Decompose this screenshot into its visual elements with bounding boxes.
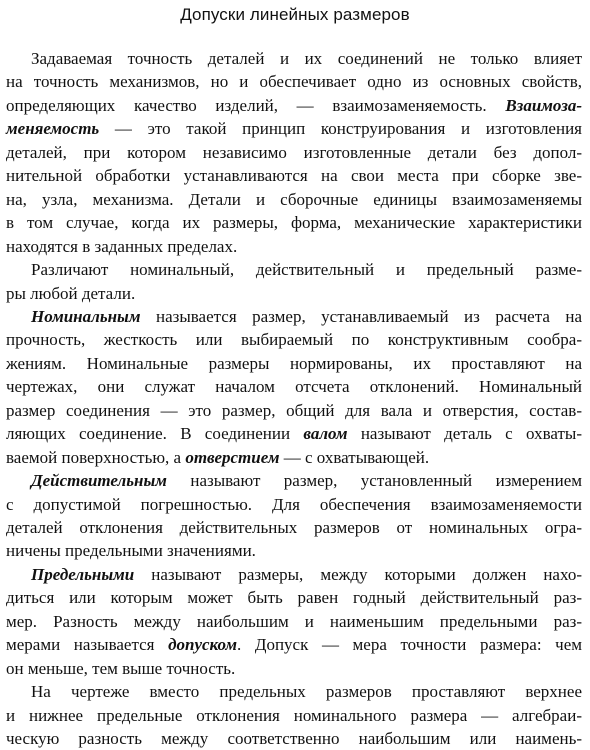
text-segment: называют размеры, между которыми должен нахо- xyxy=(134,564,582,584)
term-emphasis: Действительным xyxy=(31,471,167,491)
text-segment: и нижнее предельные отклонения номинального размера — алгебраи- xyxy=(6,705,582,725)
text-line xyxy=(6,704,582,727)
text-line xyxy=(31,469,582,492)
text-line xyxy=(6,657,582,680)
text-segment: — это такой принцип конструирования и изготовления xyxy=(99,119,582,139)
text-line xyxy=(6,375,582,398)
text-line xyxy=(6,633,582,656)
page-heading: Допуски линейных размеров xyxy=(180,5,410,24)
text-segment: он меньше, тем выше точность. xyxy=(6,658,236,678)
text-segment: чертежах, они служат началом отсчета отклонений. Номинальный xyxy=(6,377,582,397)
text-segment: в том случае, когда их размеры, форма, механические характеристики xyxy=(6,213,582,233)
term-emphasis: Предельными xyxy=(31,564,135,584)
text-line xyxy=(31,305,582,328)
text-segment: Задаваемая точность деталей и их соединений не только влияет xyxy=(31,49,582,68)
text-line xyxy=(6,188,582,211)
text-line xyxy=(31,258,582,281)
text-segment: жениям. Номинальные размеры нормированы, их проставляют на xyxy=(6,353,582,373)
text-segment: Различают номинальный, действительный и предельный разме- xyxy=(31,260,582,280)
text-line xyxy=(6,446,582,469)
text-segment: на точность механизмов, но и обеспечивает одно из основных свойств, xyxy=(6,72,582,92)
text-segment: ры любой детали. xyxy=(6,283,136,303)
text-segment: мер. Разность между наибольшим и наименьшим предельными раз- xyxy=(6,611,582,631)
term-emphasis: отверстием xyxy=(185,447,280,467)
term-emphasis: Номинальным xyxy=(31,306,141,326)
term-emphasis: допуском xyxy=(168,635,238,655)
text-segment: называют деталь с охваты- xyxy=(347,424,582,444)
text-line xyxy=(6,70,582,93)
text-line xyxy=(31,47,582,70)
text-segment: называют размер, установленный измерением xyxy=(166,471,582,491)
text-line xyxy=(6,586,582,609)
text-segment: размер соединения — это размер, общий для вала и отверстия, состав- xyxy=(6,400,582,420)
text-segment: — с охватывающей. xyxy=(279,447,430,467)
text-line xyxy=(6,211,582,234)
term-emphasis: Взаимоза- xyxy=(505,95,582,115)
text-line xyxy=(6,399,582,422)
text-segment: ваемой поверхностью, а xyxy=(6,447,186,467)
text-line xyxy=(31,563,582,586)
text-segment: находятся в заданных пределах. xyxy=(6,236,238,256)
text-segment: нительной обработки устанавливаются на свои места при сборке зве- xyxy=(6,166,582,186)
text-line xyxy=(6,282,582,305)
text-segment: на, узла, механизма. Детали и сборочные единицы взаимозаменяемы xyxy=(6,189,582,209)
text-line xyxy=(6,235,582,258)
text-line xyxy=(31,680,582,703)
text-segment: На чертеже вместо предельных размеров проставляют верхнее xyxy=(31,682,582,702)
text-line xyxy=(6,117,582,140)
text-line xyxy=(6,516,582,539)
text-segment: определяющих качество изделий, — взаимозаменяемость. xyxy=(6,95,506,115)
text-line xyxy=(6,493,582,516)
text-line xyxy=(6,164,582,187)
text-segment: ляющих соединение. В соединении xyxy=(6,424,304,444)
text-segment: ческую разность между соответственно наибольшим или наимень- xyxy=(6,729,582,749)
text-segment: с допустимой погрешностью. Для обеспечения взаимозаменяемости xyxy=(6,494,582,514)
text-segment: деталей отклонения действительных размеров от номинальных огра- xyxy=(6,518,582,537)
term-emphasis: меняемость xyxy=(6,119,100,139)
text-segment: диться или которым может быть равен годный действительный раз- xyxy=(6,588,582,608)
text-segment: мерами называется xyxy=(6,635,169,655)
text-segment: деталей, при котором независимо изготовленные детали без допол- xyxy=(6,142,582,162)
text-line xyxy=(6,610,582,633)
text-segment: прочность, жесткость или выбираемый по конструктивным сообра- xyxy=(6,330,582,350)
text-segment: . Допуск — мера точности размера: чем xyxy=(237,635,582,655)
text-segment: называется размер, устанавливаемый из расчета на xyxy=(140,306,582,326)
text-line xyxy=(6,94,582,117)
text-line xyxy=(6,352,582,375)
text-line xyxy=(6,539,582,562)
text-line xyxy=(6,422,582,445)
text-segment: ничены предельными значениями. xyxy=(6,541,256,561)
term-emphasis: валом xyxy=(303,424,348,444)
text-line xyxy=(6,141,582,164)
text-line xyxy=(6,727,582,750)
text-line xyxy=(6,328,582,351)
